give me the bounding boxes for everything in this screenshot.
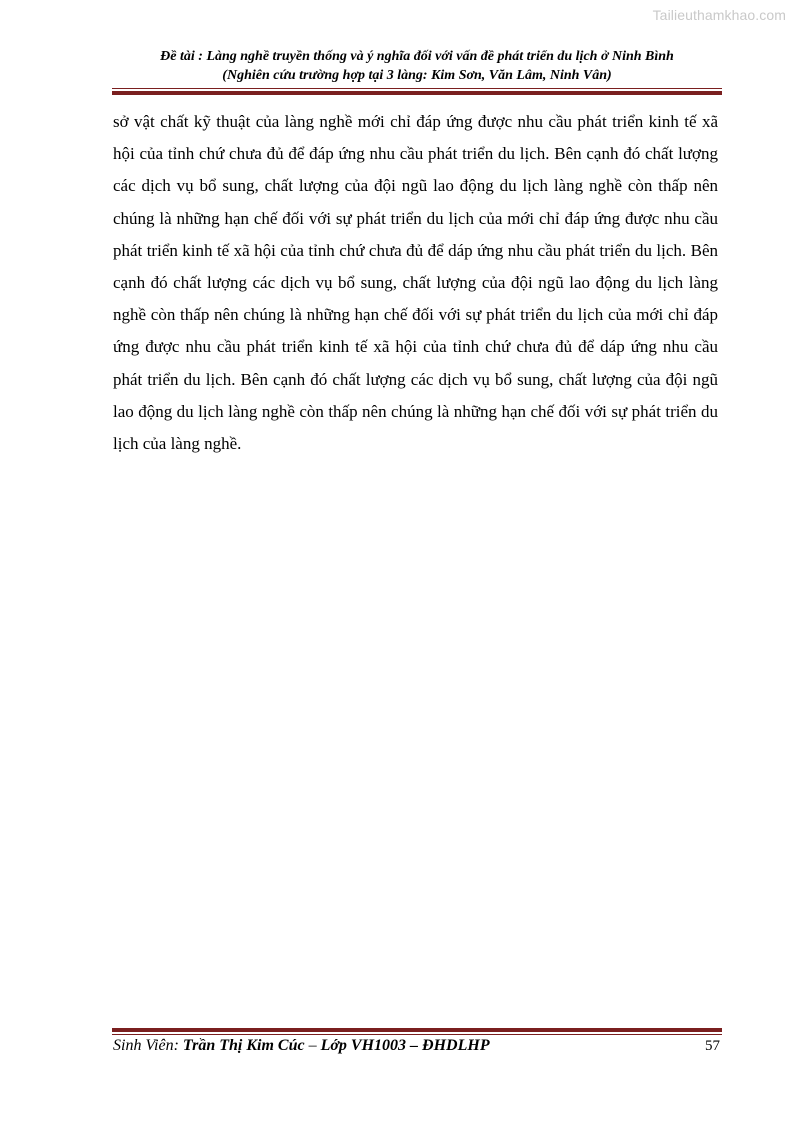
header-rule-thin	[112, 88, 722, 89]
page-header	[112, 47, 722, 85]
footer-label: Sinh Viên:	[113, 1037, 183, 1054]
footer-student-name: Trần Thị Kim Cúc	[182, 1037, 305, 1054]
footer-author	[113, 1037, 490, 1055]
footer-rule-thick	[112, 1028, 722, 1032]
header-rule-thick	[112, 91, 722, 95]
page-footer	[113, 1037, 720, 1055]
footer-separator: –	[304, 1037, 321, 1054]
page-number: 57	[705, 1038, 720, 1054]
footer-rule-thin	[112, 1034, 722, 1035]
watermark: Tailieuthamkhao.com	[652, 7, 786, 23]
header-title: Đề tài : Làng nghề truyền thống và ý nghĩa đối với vấn đề phát triển du lịch ở Ninh Bình	[160, 49, 674, 64]
footer-class-info: Lớp VH1003 – ĐHDLHP	[320, 1037, 490, 1054]
body-paragraph: sở vật chất kỹ thuật của làng nghề mới chỉ đáp ứng được nhu cầu phát triển kinh tế xã hội của tỉnh chứ chưa đủ để đáp ứng nhu cầu phát triển du lịch. Bên cạnh đó chất lượng các dịch vụ bổ sung, chất lượng của đội ngũ lao động du lịch làng nghề còn thấp nên chúng là những hạn chế đối với sự phát triển du lịch của mới chỉ đáp ứng được nhu cầu phát triển kinh tế xã hội của tỉnh chứ chưa đủ để dáp ứng nhu cầu phát triển du lịch. Bên cạnh đó chất lượng các dịch vụ bổ sung, chất lượng của đội ngũ lao động du lịch làng nghề còn thấp nên chúng là những hạn chế đối với sự phát triển du lịch của mới chỉ đáp ứng được nhu cầu phát triển kinh tế xã hội của tỉnh chứ chưa đủ để dáp ứng nhu cầu phát triển du lịch. Bên cạnh đó chất lượng các dịch vụ bổ sung, chất lượng của đội ngũ lao động du lịch làng nghề còn thấp nên chúng là những hạn chế đối với sự phát triển du lịch của làng nghề.	[113, 112, 718, 454]
header-subtitle: (Nghiên cứu trường hợp tại 3 làng: Kim Sơn, Văn Lâm, Ninh Vân)	[222, 68, 612, 83]
